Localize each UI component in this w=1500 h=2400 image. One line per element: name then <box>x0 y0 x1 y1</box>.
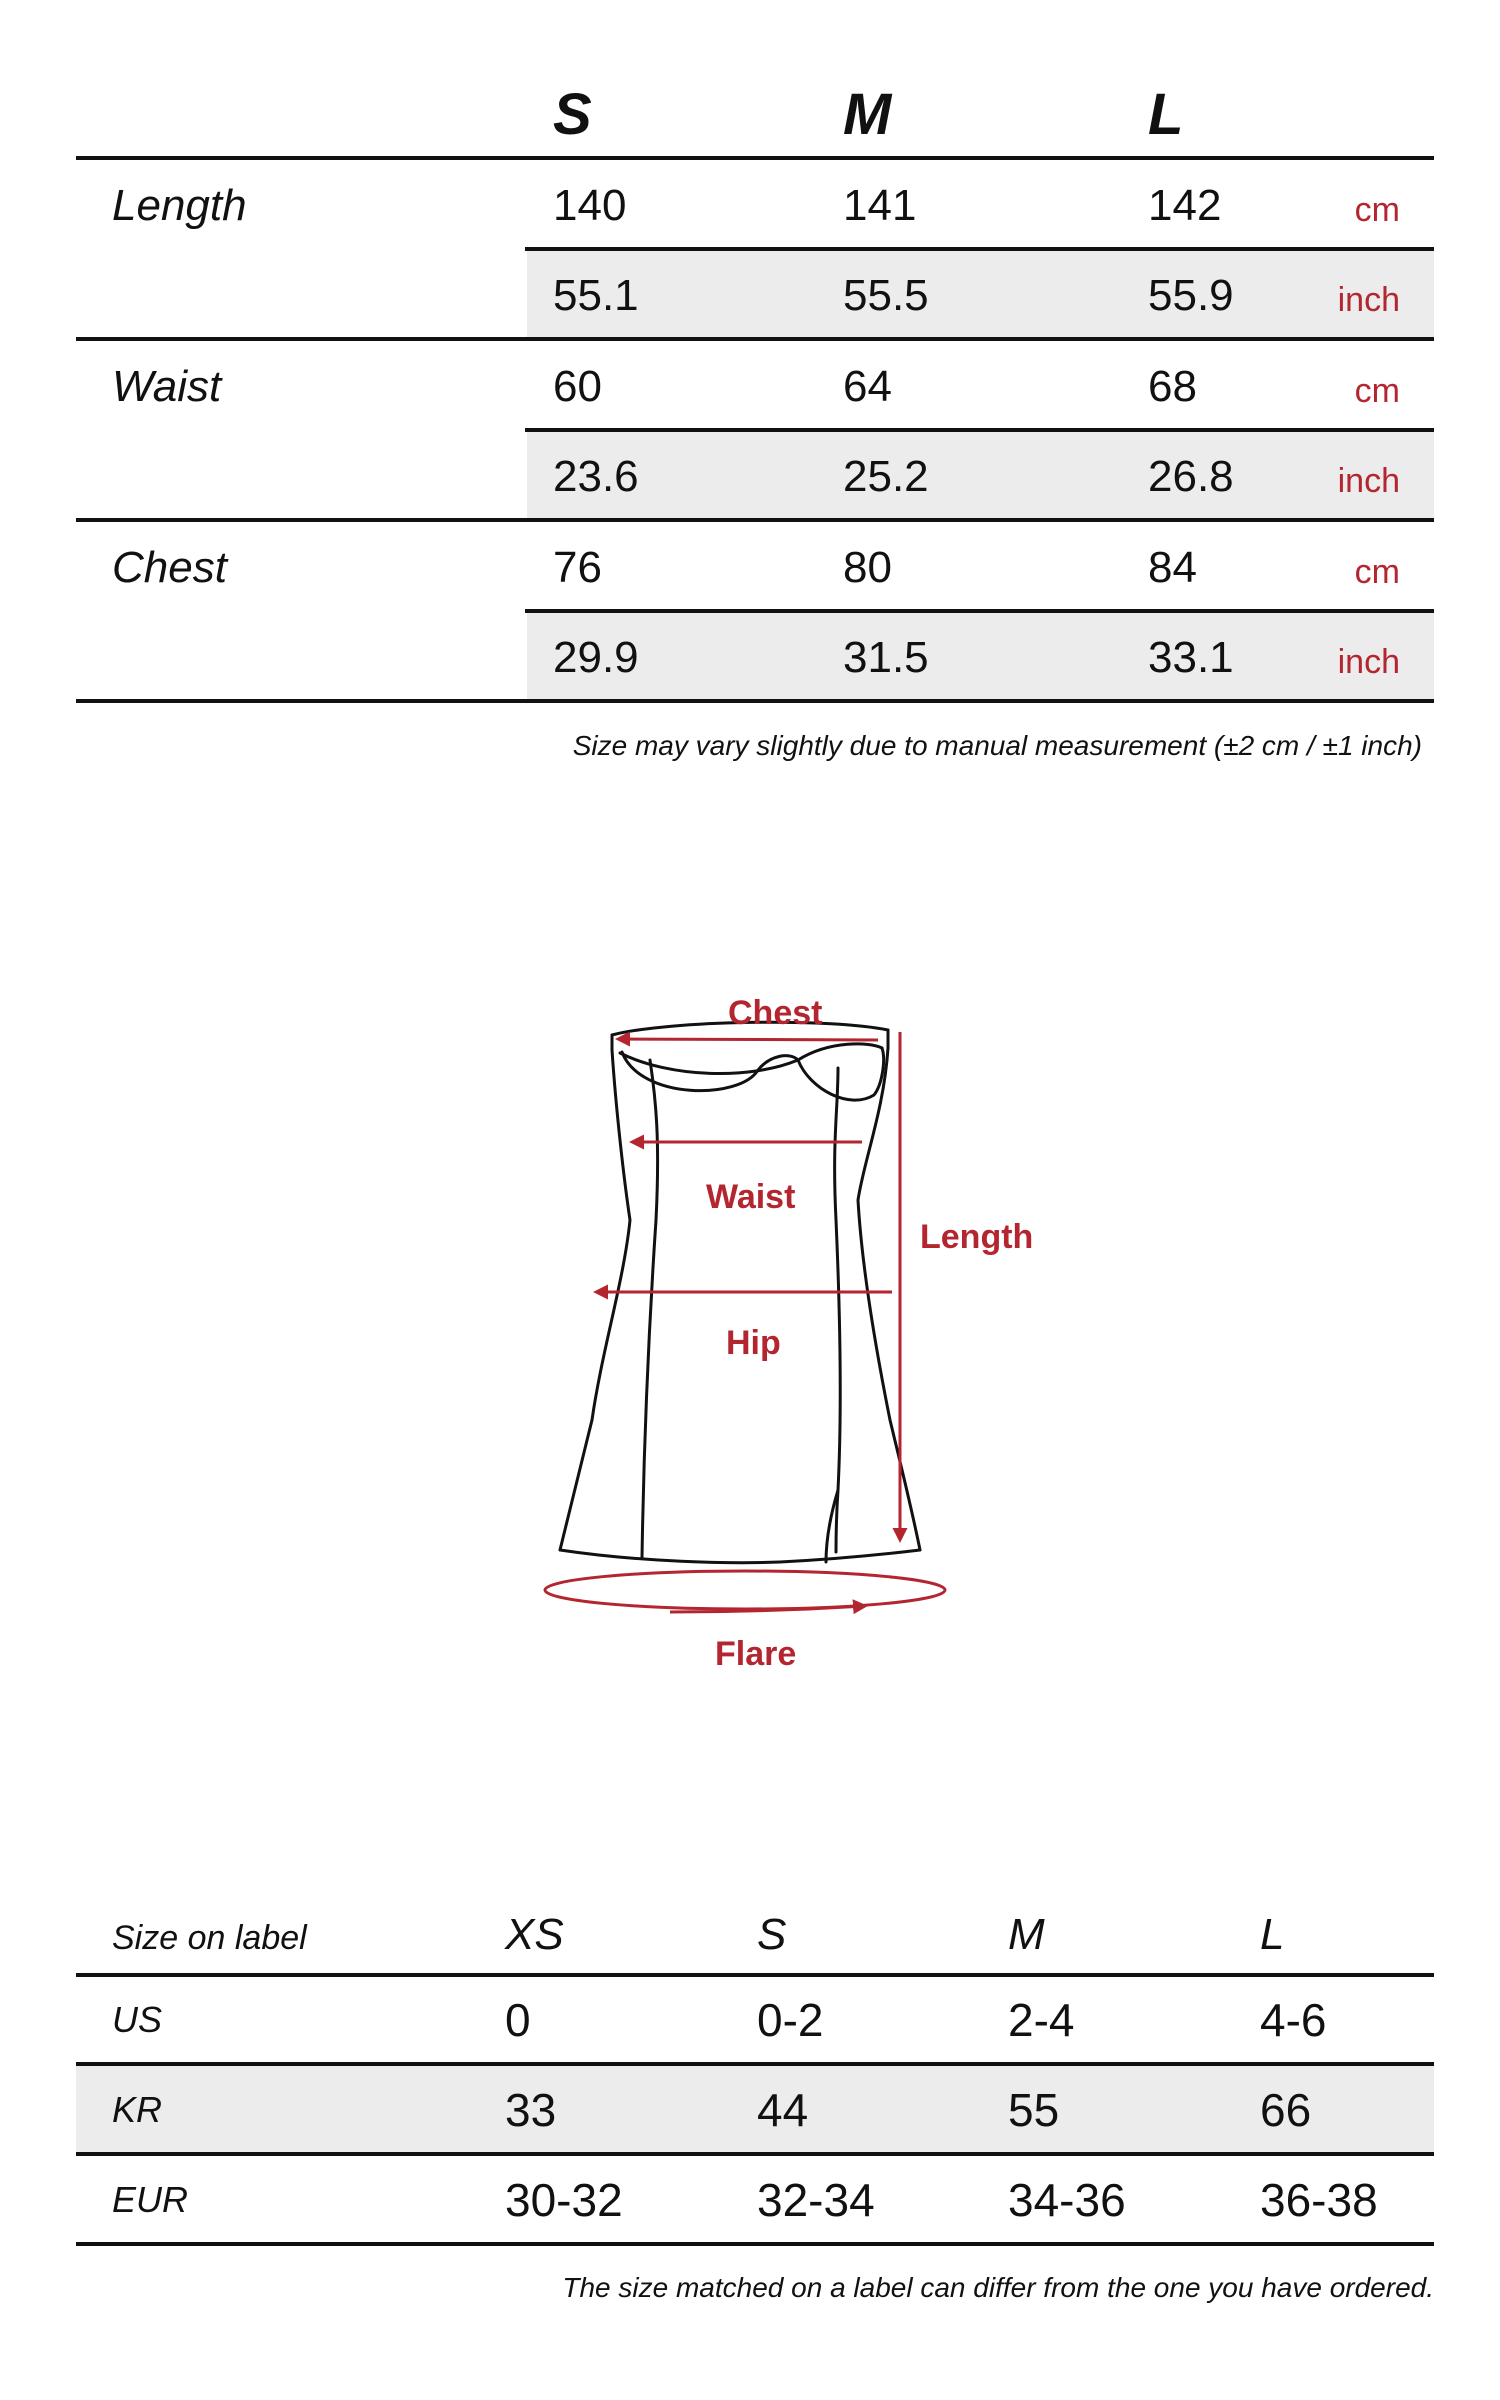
waist-m-inch: 25.2 <box>843 452 929 501</box>
conv-rule-us <box>76 2062 1434 2066</box>
row-label-length: Length <box>112 181 247 230</box>
length-m-cm: 141 <box>843 181 917 230</box>
table-rule-length-bottom <box>76 337 1434 341</box>
eur-xs: 30-32 <box>505 2174 623 2226</box>
unit-inch: inch <box>1337 462 1400 500</box>
size-header-s: S <box>553 82 592 147</box>
table-rule-length-mid <box>525 247 1434 251</box>
conv-rule-top <box>76 1973 1434 1977</box>
conv-rule-kr <box>76 2152 1434 2156</box>
table-rule-waist-mid <box>525 428 1434 432</box>
flare-ellipse <box>545 1571 945 1609</box>
table-rule-waist-bottom <box>76 518 1434 522</box>
row-label-waist: Waist <box>112 362 222 411</box>
table-rule-top <box>76 156 1434 160</box>
chest-label: Chest <box>728 994 823 1032</box>
length-label: Length <box>920 1218 1034 1256</box>
chest-l-inch: 33.1 <box>1148 633 1234 682</box>
kr-xs: 33 <box>505 2084 557 2136</box>
waist-l-cm: 68 <box>1148 362 1197 411</box>
table-rule-chest-mid <box>525 609 1434 613</box>
shade-chest-inch <box>527 613 1434 699</box>
chest-arrow <box>618 1039 878 1040</box>
kr-m: 55 <box>1008 2084 1060 2136</box>
row-label-chest: Chest <box>112 543 227 592</box>
measurement-note: Size may vary slightly due to manual measurement (±2 cm / ±1 inch) <box>572 730 1422 761</box>
shade-kr-row <box>76 2066 1434 2152</box>
chest-s-cm: 76 <box>553 543 602 592</box>
us-s: 0-2 <box>757 1994 824 2046</box>
unit-cm: cm <box>1354 191 1400 229</box>
waist-s-cm: 60 <box>553 362 602 411</box>
conv-size-xs: XS <box>505 1910 564 1959</box>
us-xs: 0 <box>505 1994 531 2046</box>
us-m: 2-4 <box>1008 1994 1075 2046</box>
table-rule-bottom <box>76 699 1434 703</box>
dress-illustration <box>520 990 1034 1673</box>
chest-s-inch: 29.9 <box>553 633 639 682</box>
length-m-inch: 55.5 <box>843 271 929 320</box>
chest-m-inch: 31.5 <box>843 633 929 682</box>
size-header-m: M <box>843 82 892 147</box>
conversion-note: The size matched on a label can differ from the one you have ordered. <box>562 2272 1434 2303</box>
conv-rule-bottom <box>76 2242 1434 2246</box>
eur-s: 32-34 <box>757 2174 875 2226</box>
conv-size-s: S <box>757 1910 787 1959</box>
waist-l-inch: 26.8 <box>1148 452 1234 501</box>
size-header-l: L <box>1148 82 1184 147</box>
dress-diagram <box>520 990 1034 1673</box>
eur-l: 36-38 <box>1260 2174 1378 2226</box>
unit-cm: cm <box>1354 553 1400 591</box>
conv-row-kr: KR <box>112 2089 163 2130</box>
waist-s-inch: 23.6 <box>553 452 639 501</box>
waist-label: Waist <box>706 1178 796 1216</box>
length-s-cm: 140 <box>553 181 627 230</box>
conv-size-l: L <box>1260 1910 1285 1959</box>
length-l-inch: 55.9 <box>1148 271 1234 320</box>
chest-m-cm: 80 <box>843 543 892 592</box>
chest-l-cm: 84 <box>1148 543 1197 592</box>
us-l: 4-6 <box>1260 1994 1327 2046</box>
flare-label: Flare <box>715 1635 797 1673</box>
unit-inch: inch <box>1337 281 1400 319</box>
shade-length-inch <box>527 251 1434 337</box>
shade-waist-inch <box>527 432 1434 518</box>
unit-inch: inch <box>1337 643 1400 681</box>
waist-m-cm: 64 <box>843 362 892 411</box>
unit-cm: cm <box>1354 372 1400 410</box>
length-s-inch: 55.1 <box>553 271 639 320</box>
conv-row-us: US <box>112 1999 163 2040</box>
length-l-cm: 142 <box>1148 181 1222 230</box>
conv-header-label: Size on label <box>112 1919 307 1957</box>
hip-label: Hip <box>726 1324 781 1362</box>
eur-m: 34-36 <box>1008 2174 1126 2226</box>
conv-row-eur: EUR <box>112 2179 189 2220</box>
kr-l: 66 <box>1260 2084 1312 2136</box>
conv-size-m: M <box>1008 1910 1045 1959</box>
kr-s: 44 <box>757 2084 809 2136</box>
